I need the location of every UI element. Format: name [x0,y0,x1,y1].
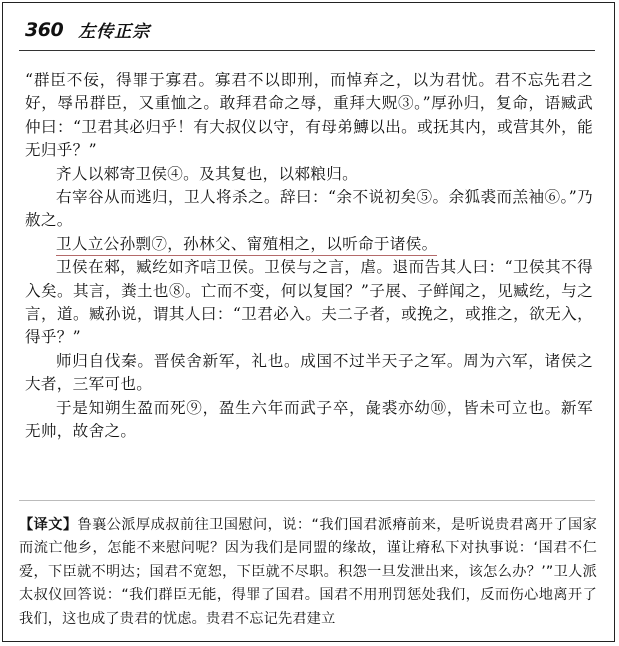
text-segment: 师归自伐秦。晋侯舍新军，礼也。成国不过半天子之军。周为六军，诸侯之大者，三军可也。 [25,351,593,394]
text-paragraph [25,397,593,444]
text-paragraph [25,256,593,350]
book-page [2,2,615,642]
text-segment: 于是知朔生盈而死 [56,398,187,417]
footnote-marker: ③ [397,94,415,113]
text-paragraph [25,163,593,186]
footnote-marker: ⑧ [168,281,185,300]
text-paragraph [25,186,593,233]
translation-text: 鲁襄公派厚成叔前往卫国慰问，说：“我们国君派瘠前来，是听说贵君离开了国家而流亡他乡，怎能不来慰问呢？因为我们是同盟的缘故，谨让瘠私下对执事说：‘国君不仁爱，下臣就不明达；国君不宽恕，下臣就不尽职。积怨一旦发泄出来，该怎么办？’”卫人派太叔仪回答说：“我们群臣无能，得罪了国君。国君不用刑罚惩处我们，反而伤心地离开了我们，这也成了贵君的忧虑。贵君不忘记先君建立 [19,517,597,627]
text-segment: 。”厚孙归，复命，语臧武仲曰：“卫君其必归乎！有大叔仪以守，有母弟鱄以出。或抚其内，或营其外，能无归乎？” [25,94,593,160]
footnote-marker: ⑦ [151,235,167,256]
text-paragraph [25,233,593,256]
header-divider [19,50,595,51]
page-number: 360 [25,18,64,41]
footnote-marker: ④ [167,164,184,183]
text-segment: “群臣不佞，得罪于寡君。寡君不以即刑，而悼弃之，以为君忧。君不忘先君之好，辱吊群臣，又重恤之。敢拜君命之辱，重拜大贶 [25,71,593,113]
footnote-marker: ⑥ [544,188,561,207]
text-segment: ，皆未可立也。新军无帅，故舍之。 [25,398,594,441]
footnote-marker: ⑤ [416,188,433,207]
classical-text [25,69,593,444]
text-segment: 。”乃赦之。 [25,188,593,230]
translation-section [19,514,597,631]
text-segment: 卫人立公孙剽 [56,235,151,256]
text-segment: 。余狐裘而羔袖 [432,188,545,207]
text-segment: ，盈生六年而武子卒，彘裘亦幼 [202,398,431,417]
footnote-marker: ⑨ [186,398,203,417]
translation-label: 【译文】 [19,517,78,533]
text-paragraph [25,69,593,163]
book-title: 左传正宗 [78,22,151,42]
page-header [25,17,150,45]
text-segment: 。及其复也，以郲粮归。 [183,164,359,183]
footnote-marker: ⑩ [430,398,447,417]
text-segment: 右宰谷从而逃归，卫人将杀之。辞曰：“余不说初矣 [56,188,417,207]
text-paragraph [25,350,593,397]
text-segment: 。亡而不变，何以复国？”子展、子鲜闻之，见臧纥，与之言，道。臧孙说，谓其人曰：“卫君必入。夫二子者，或挽之，或推之，欲无入，得乎？” [25,281,593,347]
translation-divider [19,500,595,501]
translation-paragraph [19,514,597,631]
text-segment: ，孙林父、甯殖相之，以听命于诸侯。 [167,235,437,256]
text-segment: 卫侯在郲，臧纥如齐唁卫侯。卫侯与之言，虐。退而告其人曰：“卫侯其不得入矣。其言，粪土也 [25,258,593,300]
text-segment: 齐人以郲寄卫侯 [56,164,168,183]
